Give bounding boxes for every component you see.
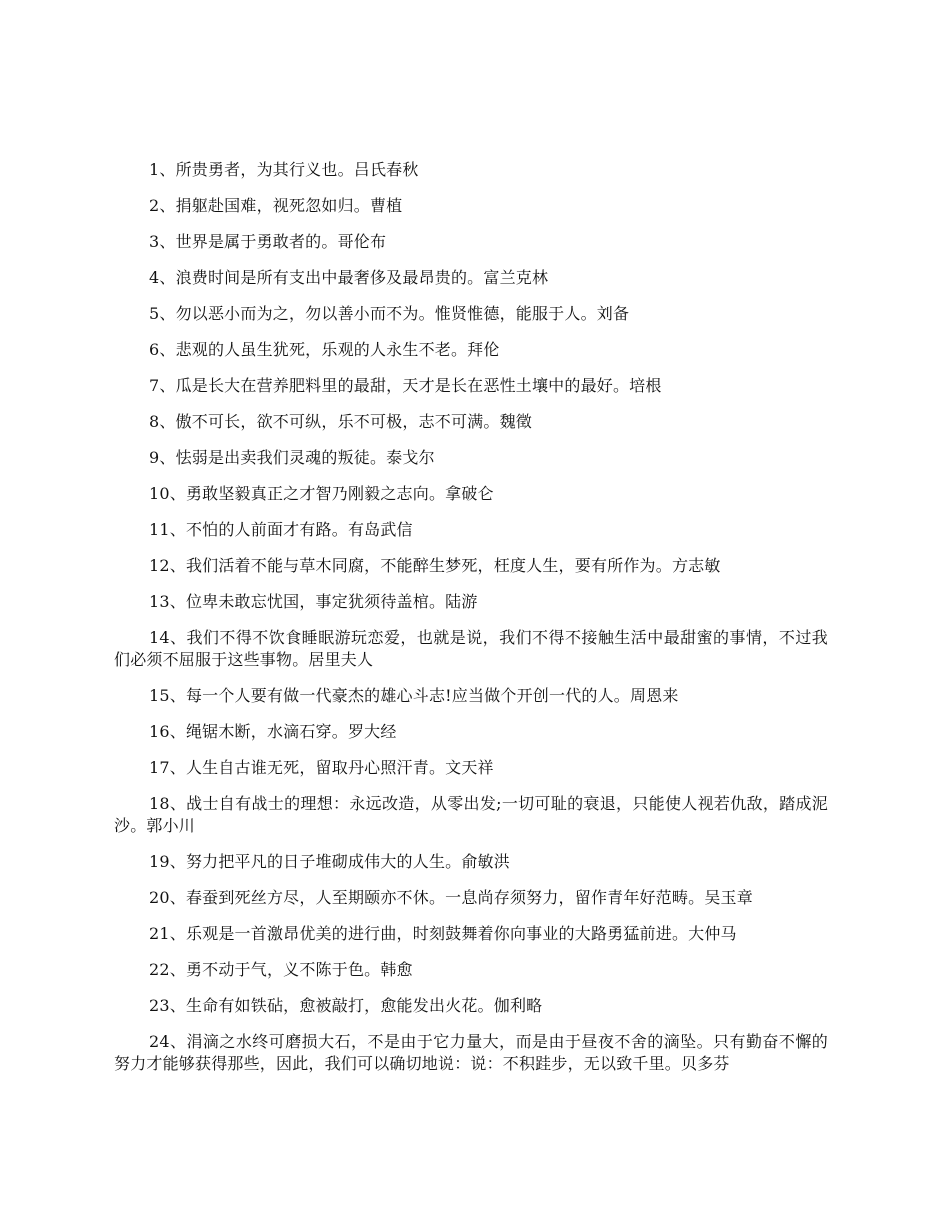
quote-3: 3、世界是属于勇敢者的。哥伦布 [149,232,387,251]
quote-22: 22、勇不动于气，义不陈于色。韩愈 [149,960,413,979]
quote-11: 11、不怕的人前面才有路。有岛武信 [149,520,413,539]
quote-7: 7、瓜是长大在营养肥料里的最甜，天才是长在恶性土壤中的最好。培根 [149,376,662,395]
quote-24: 24、涓滴之水终可磨损大石，不是由于它力量大，而是由于昼夜不舍的滴坠。只有勤奋不懈的努力才能够获得那些，因此，我们可以确切地说：说：不积跬步，无以致千里。贝多芬 [114,1032,828,1073]
quote-13: 13、位卑未敢忘忧国，事定犹须待盖棺。陆游 [149,592,478,611]
quote-12: 12、我们活着不能与草木同腐，不能醉生梦死，枉度人生，要有所作为。方志敏 [149,556,721,575]
quote-1: 1、所贵勇者，为其行义也。吕氏春秋 [149,160,419,179]
quote-21: 21、乐观是一首激昂优美的进行曲，时刻鼓舞着你向事业的大路勇猛前进。大仲马 [149,924,737,943]
quote-5: 5、勿以恶小而为之，勿以善小而不为。惟贤惟德，能服于人。刘备 [149,304,630,323]
quote-18: 18、战士自有战士的理想：永远改造，从零出发;一切可耻的衰退，只能使人视若仇敌，踏成泥沙。郭小川 [114,794,828,835]
quote-list [114,159,828,1089]
quote-23: 23、生命有如铁砧，愈被敲打，愈能发出火花。伽利略 [149,996,543,1015]
quote-17: 17、人生自古谁无死，留取丹心照汗青。文天祥 [149,758,494,777]
quote-19: 19、努力把平凡的日子堆砌成伟大的人生。俞敏洪 [149,852,510,871]
quote-9: 9、怯弱是出卖我们灵魂的叛徒。泰戈尔 [149,448,435,467]
quote-14: 14、我们不得不饮食睡眠游玩恋爱，也就是说，我们不得不接触生活中最甜蜜的事情，不过我们必须不屈服于这些事物。居里夫人 [114,628,828,669]
quote-10: 10、勇敢坚毅真正之才智乃刚毅之志向。拿破仑 [149,484,494,503]
quote-20: 20、春蚕到死丝方尽，人至期颐亦不休。一息尚存须努力，留作青年好范畴。吴玉章 [149,888,753,907]
quote-15: 15、每一个人要有做一代豪杰的雄心斗志!应当做个开创一代的人。周恩来 [149,686,679,705]
quote-4: 4、浪费时间是所有支出中最奢侈及最昂贵的。富兰克林 [149,268,549,287]
quote-6: 6、悲观的人虽生犹死，乐观的人永生不老。拜伦 [149,340,500,359]
quote-8: 8、傲不可长，欲不可纵，乐不可极，志不可满。魏徵 [149,412,532,431]
quote-2: 2、捐躯赴国难，视死忽如归。曹植 [149,196,403,215]
quote-16: 16、绳锯木断，水滴石穿。罗大经 [149,722,397,741]
